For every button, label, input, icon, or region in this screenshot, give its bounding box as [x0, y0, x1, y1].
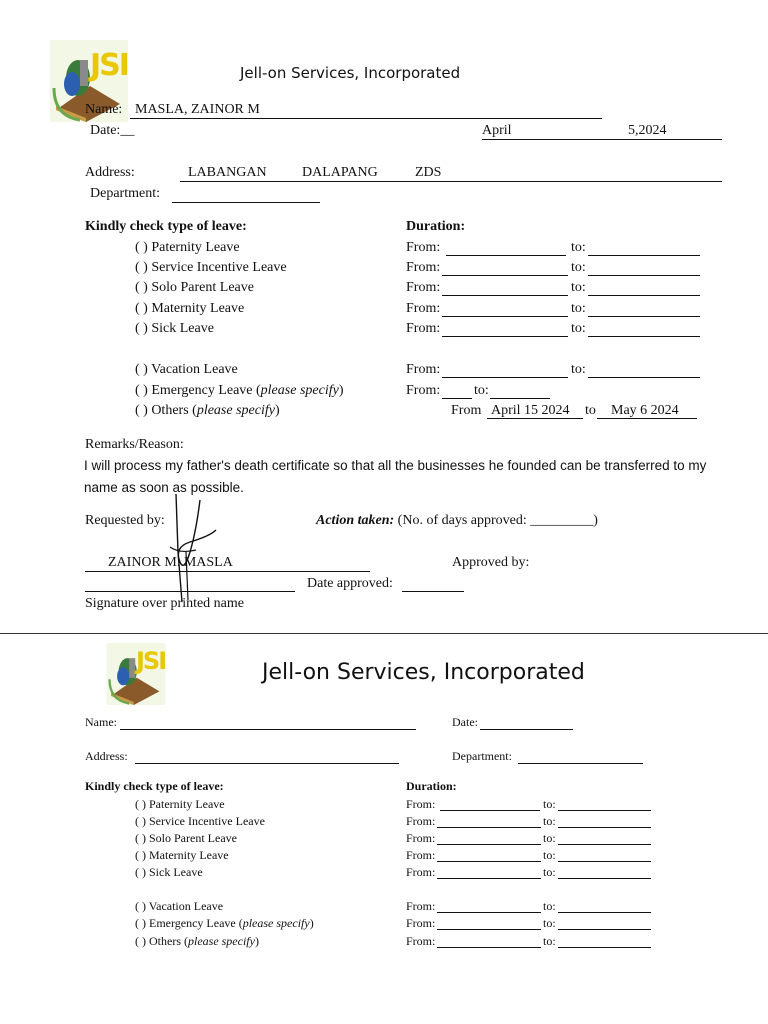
from-field[interactable]	[442, 336, 568, 337]
option-name: Service Incentive Leave	[151, 260, 287, 275]
from-field[interactable]	[446, 255, 566, 256]
company-title: Jell-on Services, Incorporated	[240, 64, 461, 82]
from-label: From:	[406, 240, 441, 255]
company-title: Jell-on Services, Incorporated	[262, 660, 585, 685]
from-field[interactable]	[437, 861, 541, 862]
name-value[interactable]: MASLA, ZAINOR M	[135, 102, 260, 117]
from-label: From:	[406, 301, 441, 316]
option-name: please specify	[260, 383, 339, 398]
leave-type-heading: Kindly check type of leave:	[85, 779, 224, 793]
address-underline	[180, 181, 722, 182]
option-name: Solo Parent Leave	[149, 831, 237, 845]
from-field[interactable]	[442, 295, 568, 296]
duration-heading: Duration:	[406, 219, 466, 234]
from-label: From:	[406, 916, 436, 930]
address-part-1[interactable]: LABANGAN	[188, 165, 267, 180]
page-separator	[0, 633, 768, 634]
name-label: Name:	[85, 715, 117, 729]
option-name: Paternity Leave	[149, 797, 225, 811]
to-label: to:	[571, 362, 586, 377]
option-prefix: ( )	[135, 240, 152, 255]
signer-underline	[85, 571, 370, 572]
date-field[interactable]	[480, 729, 573, 730]
from-label: From:	[406, 848, 436, 862]
address-part-3[interactable]: ZDS	[415, 165, 442, 180]
option-name: Service Incentive Leave	[149, 814, 265, 828]
date-approved-field[interactable]	[402, 591, 464, 592]
approver-signature-line[interactable]	[85, 591, 295, 592]
others-to-label: to	[585, 403, 596, 418]
name-field[interactable]	[120, 729, 416, 730]
leave-option[interactable]	[135, 916, 314, 931]
from-label: From:	[406, 321, 441, 336]
from-field[interactable]	[437, 929, 541, 930]
option-name: Sick Leave	[151, 321, 214, 336]
to-field[interactable]	[588, 336, 700, 337]
from-label: From:	[406, 797, 436, 811]
option-name: Maternity Leave	[151, 301, 245, 316]
name-label: Name:	[85, 102, 123, 117]
option-prefix: ( ) Emergency Leave (	[135, 383, 261, 398]
from-field[interactable]	[437, 878, 541, 879]
others-from-value[interactable]: April 15 2024	[491, 403, 570, 418]
leave-option[interactable]	[135, 865, 203, 880]
company-logo	[106, 643, 166, 705]
leave-option[interactable]	[135, 797, 225, 812]
date-approved-label: Date approved:	[307, 576, 393, 591]
to-label: to:	[571, 280, 586, 295]
date-day-year[interactable]: 5,2024	[628, 123, 667, 138]
to-label: to:	[543, 831, 556, 845]
action-taken-label: Action taken:	[316, 513, 395, 528]
from-label: From:	[406, 899, 436, 913]
department-underline[interactable]	[172, 202, 320, 203]
option-prefix: ( )	[135, 848, 149, 862]
to-label: to:	[543, 865, 556, 879]
remarks-text[interactable]: I will process my father's death certificate so that all the businesses he founded can be transferred to my name as soon as possible.	[84, 458, 707, 495]
option-suffix: )	[254, 934, 259, 948]
to-field[interactable]	[558, 844, 651, 845]
option-prefix: ( )	[135, 899, 149, 913]
from-field[interactable]	[442, 316, 568, 317]
requested-by-label: Requested by:	[85, 513, 165, 528]
from-label: From:	[406, 814, 436, 828]
leave-option[interactable]	[135, 848, 229, 863]
to-label: to:	[543, 916, 556, 930]
date-label: Date:__	[90, 123, 135, 138]
from-field[interactable]	[437, 947, 541, 948]
option-prefix: ( ) Others (	[135, 403, 197, 418]
others-from-underline	[487, 418, 583, 419]
signature-caption: Signature over printed name	[85, 596, 245, 611]
leave-option[interactable]	[135, 403, 280, 419]
to-label: to:	[543, 797, 556, 811]
to-field[interactable]	[588, 316, 700, 317]
remarks-label: Remarks/Reason:	[85, 437, 184, 452]
option-name: Maternity Leave	[149, 848, 229, 862]
option-name: Vacation Leave	[148, 899, 224, 913]
address-label: Address:	[85, 749, 128, 763]
leave-option[interactable]	[135, 934, 259, 949]
from-field[interactable]	[442, 275, 568, 276]
to-field[interactable]	[588, 255, 700, 256]
to-field[interactable]	[558, 912, 651, 913]
to-field[interactable]	[558, 878, 651, 879]
to-field[interactable]	[558, 929, 651, 930]
duration-heading: Duration:	[406, 779, 457, 793]
option-suffix: )	[338, 383, 344, 398]
to-label: to:	[543, 899, 556, 913]
to-field[interactable]	[588, 275, 700, 276]
from-label: From:	[406, 280, 441, 295]
from-label: From:	[406, 934, 436, 948]
option-suffix: )	[309, 916, 314, 930]
leave-option[interactable]	[135, 240, 240, 256]
option-prefix: ( )	[135, 362, 152, 377]
date-label: Date:	[452, 715, 478, 729]
option-prefix: ( )	[135, 260, 152, 275]
from-label: From:	[406, 383, 441, 398]
to-label: to:	[571, 321, 586, 336]
option-name: please specify	[187, 934, 255, 948]
to-field[interactable]	[558, 810, 651, 811]
to-field[interactable]	[558, 827, 651, 828]
leave-option[interactable]	[135, 899, 223, 914]
action-taken	[316, 513, 598, 529]
to-label: to:	[543, 848, 556, 862]
to-label: to:	[543, 934, 556, 948]
to-field[interactable]	[558, 947, 651, 948]
others-from-label: From	[451, 403, 482, 418]
to-label: to:	[571, 301, 586, 316]
option-name: Sick Leave	[149, 865, 203, 879]
to-field[interactable]	[558, 861, 651, 862]
leave-option[interactable]	[135, 260, 287, 276]
option-prefix: ( )	[135, 301, 152, 316]
option-name: Paternity Leave	[151, 240, 240, 255]
option-prefix: ( )	[135, 831, 149, 845]
from-field[interactable]	[442, 377, 568, 378]
from-field[interactable]	[442, 398, 472, 399]
leave-option[interactable]	[135, 831, 237, 846]
option-prefix: ( )	[135, 321, 152, 336]
option-prefix: ( )	[135, 280, 152, 295]
address-label: Address:	[85, 165, 135, 180]
leave-option[interactable]	[135, 301, 244, 317]
to-field[interactable]	[490, 398, 550, 399]
option-prefix: ( )	[135, 814, 149, 828]
leave-option[interactable]	[135, 280, 254, 296]
from-label: From:	[406, 831, 436, 845]
address-part-2[interactable]: DALAPANG	[302, 165, 378, 180]
from-label: From:	[406, 865, 436, 879]
to-field[interactable]	[588, 377, 700, 378]
from-field[interactable]	[437, 844, 541, 845]
department-label: Department:	[90, 186, 160, 201]
to-field[interactable]	[588, 295, 700, 296]
handwritten-signature	[160, 492, 230, 607]
leave-option[interactable]	[135, 321, 214, 337]
action-taken-detail[interactable]: (No. of days approved: _________)	[397, 513, 598, 528]
to-label: to:	[571, 240, 586, 255]
leave-option[interactable]	[135, 362, 238, 378]
from-label: From:	[406, 260, 441, 275]
option-name: please specify	[196, 403, 275, 418]
option-prefix: ( )	[135, 865, 149, 879]
from-label: From:	[406, 362, 441, 377]
department-label: Department:	[452, 749, 512, 763]
from-field[interactable]	[437, 827, 541, 828]
name-underline	[130, 118, 602, 119]
others-to-value[interactable]: May 6 2024	[611, 403, 679, 418]
from-field[interactable]	[440, 810, 540, 811]
approved-by-label: Approved by:	[452, 555, 530, 570]
date-underline	[482, 139, 722, 140]
date-month[interactable]: April	[482, 123, 512, 138]
option-name: Vacation Leave	[151, 362, 238, 377]
to-label: to:	[543, 814, 556, 828]
leave-type-heading: Kindly check type of leave:	[85, 219, 247, 234]
logo-lettering: JSI	[136, 647, 166, 675]
option-name: please specify	[242, 916, 310, 930]
from-field[interactable]	[437, 912, 541, 913]
to-label: to:	[474, 383, 489, 398]
leave-option[interactable]	[135, 383, 343, 399]
department-field[interactable]	[518, 763, 643, 764]
option-prefix: ( )	[135, 797, 149, 811]
option-name: Solo Parent Leave	[151, 280, 254, 295]
signer-name[interactable]: ZAINOR M. MASLA	[108, 555, 233, 570]
option-prefix: ( ) Emergency Leave (	[135, 916, 243, 930]
option-prefix: ( ) Others (	[135, 934, 188, 948]
address-field[interactable]	[135, 763, 399, 764]
option-suffix: )	[274, 403, 280, 418]
logo-lettering: JSI	[90, 48, 128, 83]
leave-option[interactable]	[135, 814, 265, 829]
to-label: to:	[571, 260, 586, 275]
others-to-underline	[597, 418, 697, 419]
